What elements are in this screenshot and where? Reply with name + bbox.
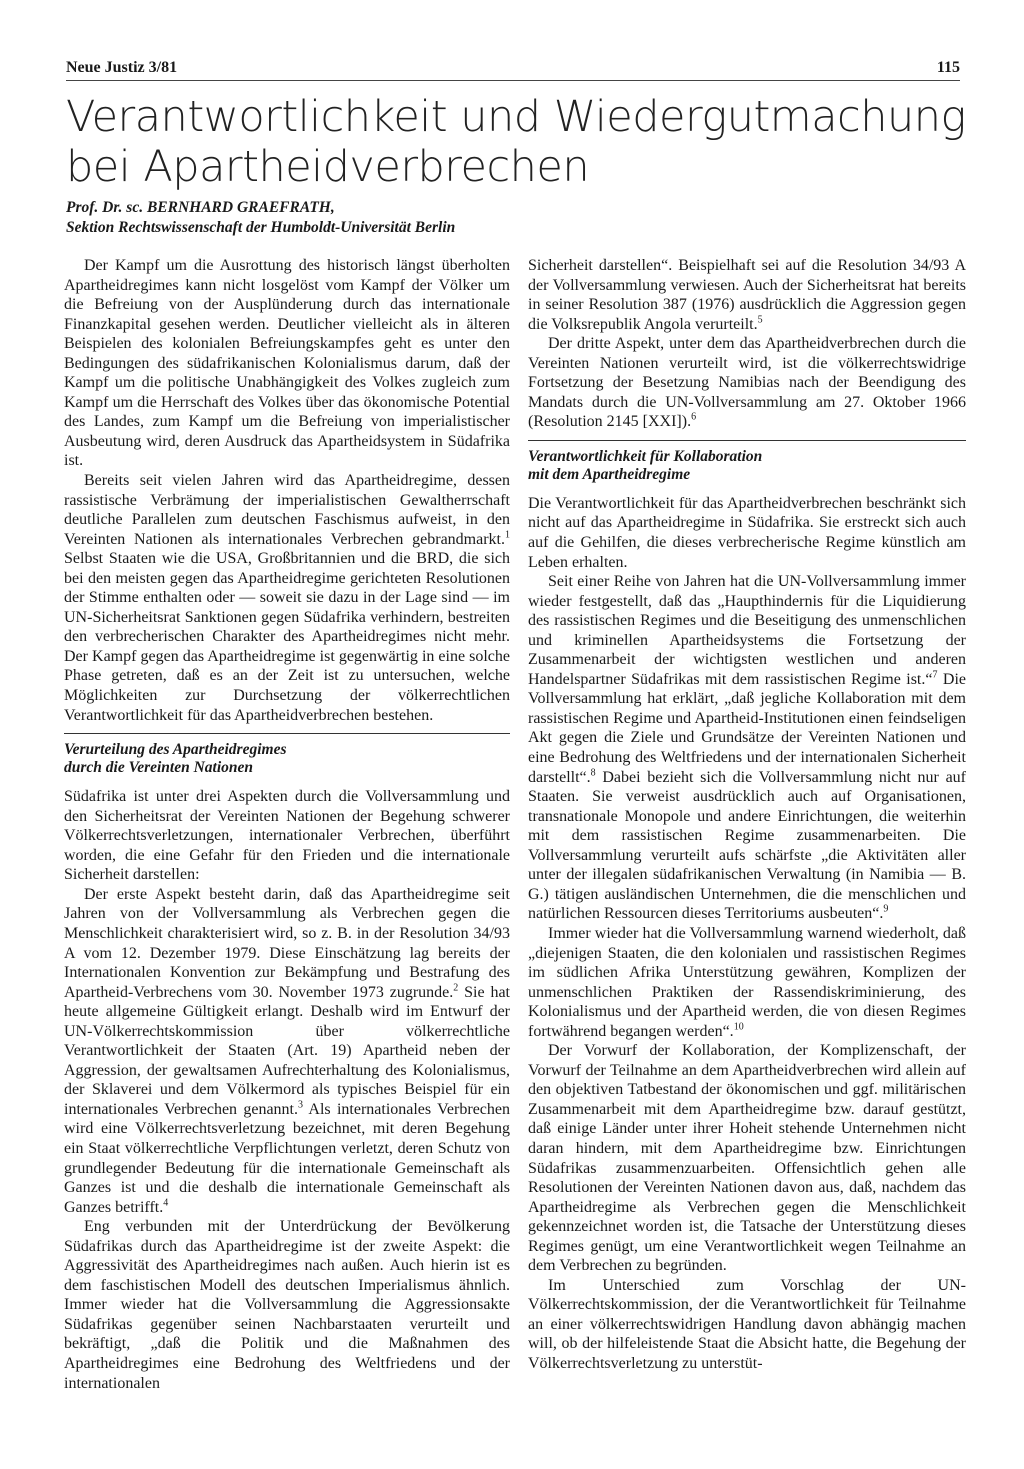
paragraph: Die Verantwortlichkeit für das Apartheidverbrechen beschränkt sich nicht auf das Apartheidregime in Südafrika. Sie erstreckt sich auch auf die Gehilfen, die dieses verbrecherische Regime künstlich am Leben erhalten.	[528, 494, 966, 571]
paragraph: Sicherheit darstellen“. Beispielhaft sei auf die Resolution 34/93 A der Vollversammlung verwiesen. Auch der Sicherheitsrat hat bereits in seiner Resolution 387 (1976) ausdrücklich die Aggression gegen die Volksrepublik Angola verurteilt.$^5$	[528, 257, 966, 333]
author-affiliation: Sektion Rechtswissenschaft der Humboldt-Universität Berlin	[66, 219, 456, 236]
paragraph: Im Unterschied zum Vorschlag der UN-Völkerrechtskommission, der die Verantwortlichkeit für Teilnahme an einer völkerrechtswidrigen Handlung davon abhängig machen will, ob der hilfeleistende Staat die Absicht hatte, die Begehung der Völkerrechtsverletzung zu unterstüt-	[528, 1276, 966, 1372]
paragraph: Der erste Aspekt besteht darin, daß das Apartheidregime seit Jahren von der Vollversammlung als Verbrechen gegen die Menschlichkeit charakterisiert wird, so z. B. in der Resolution 34/93 A vom 12. Dezember 1979. Diese Einschätzung lag bereits der Internationalen Konvention zur Bekämpfung und Bestrafung des Apartheid-Verbrechens vom 30. November 1973 zugrunde.$^2$ Sie hat heute allgemeine Gültigkeit erlangt. Deshalb wird im Entwurf der UN-Völkerrechtskommission über völkerrechtliche Verantwortlichkeit der Staaten (Art. 19) Apartheid neben der Aggression, der gewaltsamen Aufrechterhaltung des Kolonialismus, der Sklaverei und dem Völkermord als typisches Beispiel für ein internationales Verbrechen genannt.$^3$ Als internationales Verbrechen wird eine Völkerrechtsverletzung bezeichnet, mit deren Begehung ein Staat völkerrechtliche Verpflichtungen verletzt, deren Schutz von grundlegender Bedeutung für die internationale Gemeinschaft als Ganzes ist und die deshalb die internationale Gemeinschaft als Ganzes betrifft.$^4$	[64, 885, 510, 1216]
section-heading: Verantwortlichkeit für Kollaboration mit dem Apartheidregime	[528, 440, 966, 484]
footnote-ref: 10	[733, 1021, 744, 1033]
page-number: 115	[936, 59, 960, 76]
article-title-line-1: Verantwortlichkeit und Wiedergutmachung	[66, 92, 966, 142]
author-name: Prof. Dr. sc. BERNHARD GRAEFRATH,	[66, 199, 335, 216]
section-heading: Verurteilung des Apartheidregimes durch die Vereinten Nationen	[64, 733, 510, 777]
footnote-ref: 3	[298, 1099, 303, 1111]
journal-issue: Neue Justiz 3/81	[66, 59, 178, 76]
author-block	[66, 198, 666, 238]
footnote-ref: 4	[163, 1197, 169, 1209]
footnote-ref: 5	[757, 314, 763, 326]
footnote-ref: 9	[883, 904, 889, 916]
footnote-ref: 7	[932, 669, 938, 681]
article-title	[66, 92, 966, 192]
paragraph: Immer wieder hat die Vollversammlung warnend wiederholt, daß „diejenigen Staaten, die den kolonialen und rassistischen Regimes im südlichen Afrika Unterstützung gewähren, Komplizen der unmenschlichen Praktiken der Rassendiskriminierung, des Kolonialismus und der Apartheid werden, die von diesen Regimes fortwährend begangen werden“.$^{10}$	[528, 924, 966, 1040]
right-column	[528, 256, 966, 1374]
footnote-ref: 2	[453, 982, 459, 994]
paragraph: Seit einer Reihe von Jahren hat die UN-Vollversammlung immer wieder festgestellt, daß das „Haupthindernis für die Liquidierung des rassistischen Regimes und die Beseitigung des unmenschlichen und kriminellen Apartheidsystems die Fortsetzung der Zusammenarbeit der wichtigsten westlichen und anderen Handelspartner Südafrikas mit dem rassistischen Regime ist.“$^7$ Die Vollversammlung hat erklärt, „daß jegliche Kollaboration mit dem rassistischen Regime und Apartheid-Institutionen einen feindseligen Akt gegen die Ziele und Grundsätze der Vereinten Nationen und eine Bedrohung des Weltfriedens und der internationalen Sicherheit darstellt“.$^8$ Dabei bezieht sich die Vollversammlung nicht nur auf Staaten. Sie verweist ausdrücklich auch auf Organisationen, transnationale Monopole und andere Einrichtungen, die weiterhin mit dem rassistischen Regime zusammenarbeiten. Die Vollversammlung verurteilt aufs schärfste „die Aktivitäten aller unter der illegalen südafrikanischen Verwaltung (in Namibia — B. G.) tätigen ausländischen Unternehmen, die die menschlichen und natürlichen Ressourcen dieses Territoriums ausbeuten“.$^9$	[528, 573, 966, 923]
footnote-ref: 6	[691, 412, 697, 424]
running-header	[66, 58, 960, 81]
paragraph: Der dritte Aspekt, unter dem das Apartheidverbrechen durch die Vereinten Nationen verurteilt wird, ist die völkerrechtswidrige Fortsetzung der Besetzung Namibias nach der Beendigung des Mandats durch die UN-Vollversammlung am 27. Oktober 1966 (Resolution 2145 [XXI]).$^6$	[528, 335, 966, 431]
article-title-line-2: bei Apartheidverbrechen	[66, 142, 590, 192]
paragraph: Bereits seit vielen Jahren wird das Apartheidregime, dessen rassistische Verbrämung der imperialistischen Gewaltherrschaft deutliche Parallelen zum deutschen Faschismus aufweist, in den Vereinten Nationen als internationales Verbrechen gebrandmarkt.$^1$ Selbst Staaten wie die USA, Großbritannien und die BRD, die sich bei den meisten gegen das Apartheidregime gerichteten Resolutionen der Stimme enthalten oder — soweit sie dazu in der Lage sind — im UN-Sicherheitsrat Sanktionen gegen Südafrika verhindern, bestreiten den verbrecherischen Charakter des Apartheidregimes nicht mehr. Der Kampf gegen das Apartheidregime ist gegenwärtig in eine solche Phase getreten, daß es an der Zeit ist zu untersuchen, welche Möglichkeiten zur Durchsetzung der völkerrechtlichen Verantwortlichkeit für das Apartheidverbrechen bestehen.	[64, 472, 510, 724]
paragraph: Eng verbunden mit der Unterdrückung der Bevölkerung Südafrikas durch das Apartheidregime ist der zweite Aspekt: die Aggressivität des Apartheidregimes nach außen. Auch hierin ist es dem faschistischen Modell des deutschen Imperialismus ähnlich. Immer wieder hat die Vollversammlung die Aggressionsakte Südafrikas gegenüber seinen Nachbarstaaten verurteilt und bekräftigt, „daß die Politik und die Maßnahmen des Apartheidregimes eine Bedrohung des Weltfriedens und der internationalen	[64, 1218, 510, 1392]
left-column	[64, 256, 510, 1393]
paragraph: Der Kampf um die Ausrottung des historisch längst überholten Apartheidregimes kann nicht losgelöst vom Kampf der Völker um die Befreiung von der Ausplünderung durch das internationale Finanzkapital gesehen werden. Deutlicher vielleicht als in älteren Beispielen des kolonialen Befreiungskampfes geht es unter den Bedingungen des südafrikanischen Kolonialismus darum, daß der Kampf um die politische Unabhängigkeit des Volkes zugleich zum Kampf um die Herrschaft des Volkes über das ökonomische Potential des Landes, zum Kampf um die Befreiung von imperialistischer Ausbeutung wird, deren Ausdruck das Apartheidsystem in Südafrika ist.	[64, 257, 510, 470]
paragraph: Der Vorwurf der Kollaboration, der Komplizenschaft, der Vorwurf der Teilnahme an dem Apartheidverbrechen wird allein auf den objektiven Tatbestand der ökonomischen und ggf. militärischen Zusammenarbeit mit dem Apartheidregime bzw. darauf gestützt, daß einige Länder unter ihrer Hoheit stehende Unternehmen nicht daran hindern, mit dem Apartheidregime bzw. Einrichtungen Südafrikas zusammenzuarbeiten. Offensichtlich gehen alle Resolutionen der Vereinten Nationen davon aus, daß, nachdem das Apartheidregime als Verbrechen gegen die Menschlichkeit gekennzeichnet worden ist, die Tatsache der Unterstützung dieses Regimes genügt, um eine Verantwortlichkeit wegen Teilnahme an dem Verbrechen zu begründen.	[528, 1042, 966, 1275]
paragraph: Südafrika ist unter drei Aspekten durch die Vollversammlung und den Sicherheitsrat der Vereinten Nationen der Begehung schwerer Völkerrechtsverletzungen, internationaler Verbrechen, überführt worden, die eine Gefahr für den Frieden und die internationale Sicherheit darstellen:	[64, 788, 510, 884]
footnote-ref: 1	[505, 529, 510, 541]
footnote-ref: 8	[590, 767, 596, 779]
